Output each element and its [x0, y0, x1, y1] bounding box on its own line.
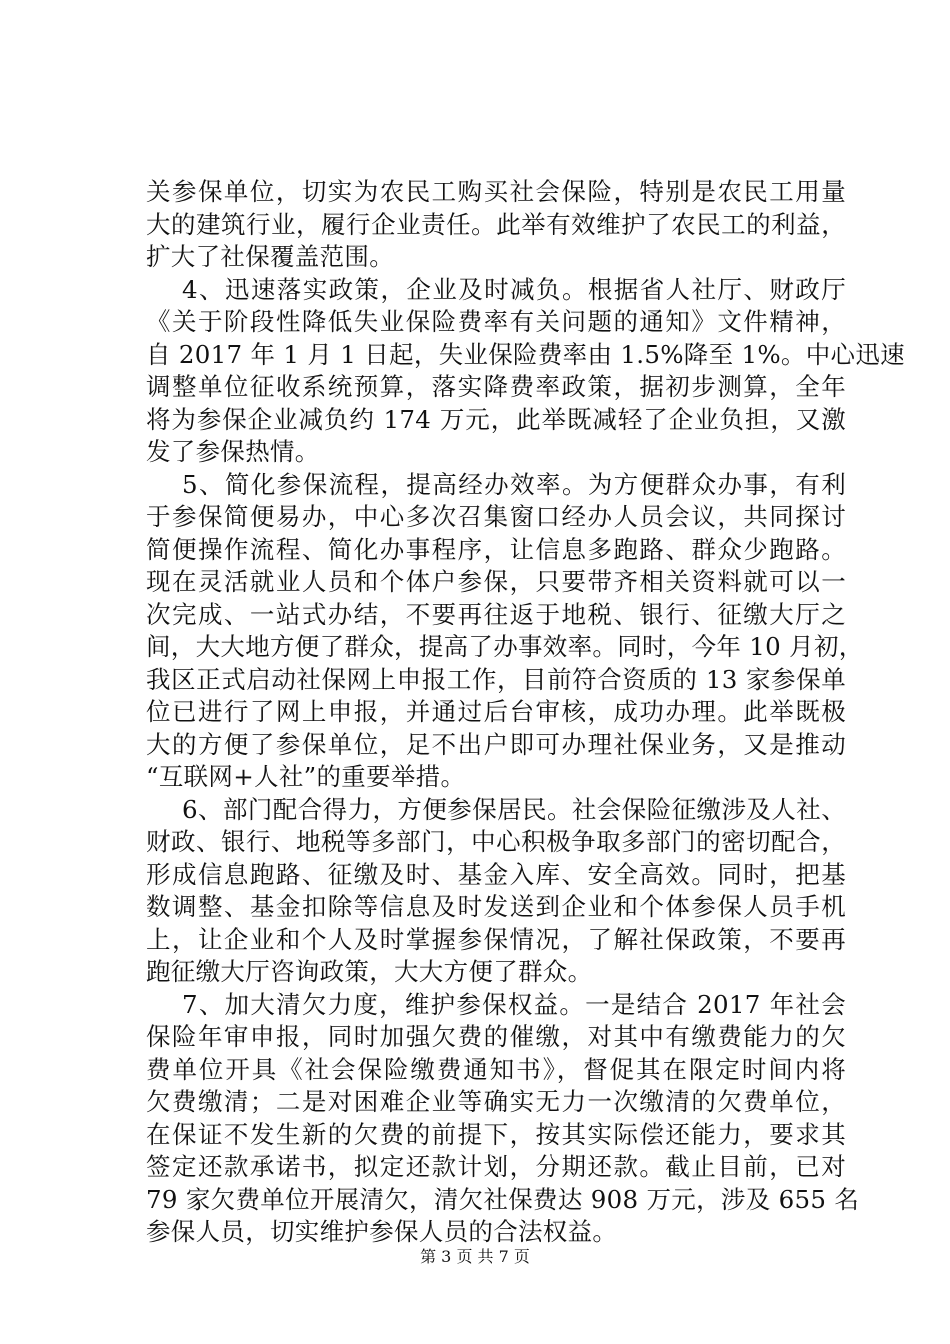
page-number-footer: 第 3 页 共 7 页	[420, 1247, 530, 1266]
text-line: 调整单位征收系统预算，落实降费率政策，据初步测算，全年	[146, 372, 846, 401]
paragraph-5-heading-line: 5、简化参保流程，提高经办效率。为方便群众办事，有利	[182, 469, 846, 499]
text-line: 欠费缴清；二是对困难企业等确实无力一次缴清的欠费单位，	[146, 1087, 846, 1116]
text-line: 我区正式启动社保网上申报工作，目前符合资质的 13 家参保单	[146, 664, 846, 694]
document-body	[146, 176, 905, 1249]
text-line: 间，大大地方便了群众，提高了办事效率。同时，今年 10 月初，	[146, 632, 864, 661]
text-line: 发了参保热情。	[146, 437, 320, 466]
text-line: 在保证不发生新的欠费的前提下，按其实际偿还能力，要求其	[146, 1119, 846, 1149]
text-line: 数调整、基金扣除等信息及时发送到企业和个体参保人员手机	[146, 892, 846, 921]
text-line: 保险年审申报，同时加强欠费的催缴，对其中有缴费能力的欠	[146, 1022, 846, 1051]
text-line: 现在灵活就业人员和个体户参保，只要带齐相关资料就可以一	[146, 567, 846, 596]
text-line: 《关于阶段性降低失业保险费率有关问题的通知》文件精神，	[146, 307, 846, 336]
paragraph-6-heading-line: 6、部门配合得力，方便参保居民。社会保险征缴涉及人社、	[182, 794, 846, 824]
text-line: 关参保单位，切实为农民工购买社会保险，特别是农民工用量	[146, 177, 846, 206]
paragraph-4-heading-line: 4、迅速落实政策，企业及时减负。根据省人社厅、财政厅	[182, 274, 846, 304]
text-line: 79 家欠费单位开展清欠，清欠社保费达 908 万元，涉及 655 名	[146, 1184, 860, 1214]
text-line: 大的建筑行业，履行企业责任。此举有效维护了农民工的利益，	[146, 209, 846, 239]
text-line: 跑征缴大厅咨询政策，大大方便了群众。	[146, 957, 593, 986]
text-line: 财政、银行、地税等多部门，中心积极争取多部门的密切配合，	[146, 827, 846, 856]
text-line: 费单位开具《社会保险缴费通知书》，督促其在限定时间内将	[146, 1054, 846, 1084]
text-line: 大的方便了参保单位，足不出户即可办理社保业务，又是推动	[146, 729, 846, 759]
paragraph-7-heading-line: 7、加大清欠力度，维护参保权益。一是结合 2017 年社会	[182, 989, 846, 1019]
text-line: 签定还款承诺书，拟定还款计划，分期还款。截止目前，已对	[146, 1152, 846, 1181]
text-line: 形成信息跑路、征缴及时、基金入库、安全高效。同时，把基	[146, 859, 846, 889]
text-line: 简便操作流程、简化办事程序，让信息多跑路、群众少跑路。	[146, 534, 846, 564]
text-line: 参保人员，切实维护参保人员的合法权益。	[146, 1217, 618, 1246]
text-line: 自 2017 年 1 月 1 日起，失业保险费率由 1.5%降至 1%。中心迅速	[146, 339, 905, 369]
text-line: 将为参保企业减负约 174 万元，此举既减轻了企业负担，又激	[146, 404, 846, 434]
text-line: 次完成、一站式办结，不要再往返于地税、银行、征缴大厅之	[146, 599, 846, 629]
text-line: 上，让企业和个人及时掌握参保情况，了解社保政策，不要再	[146, 924, 846, 954]
text-line: 位已进行了网上申报，并通过后台审核，成功办理。此举既极	[146, 697, 846, 726]
text-line: 扩大了社保覆盖范围。	[146, 242, 394, 271]
text-line: “互联网+人社”的重要举措。	[146, 762, 466, 791]
text-line: 于参保简便易办，中心多次召集窗口经办人员会议，共同探讨	[146, 502, 846, 531]
